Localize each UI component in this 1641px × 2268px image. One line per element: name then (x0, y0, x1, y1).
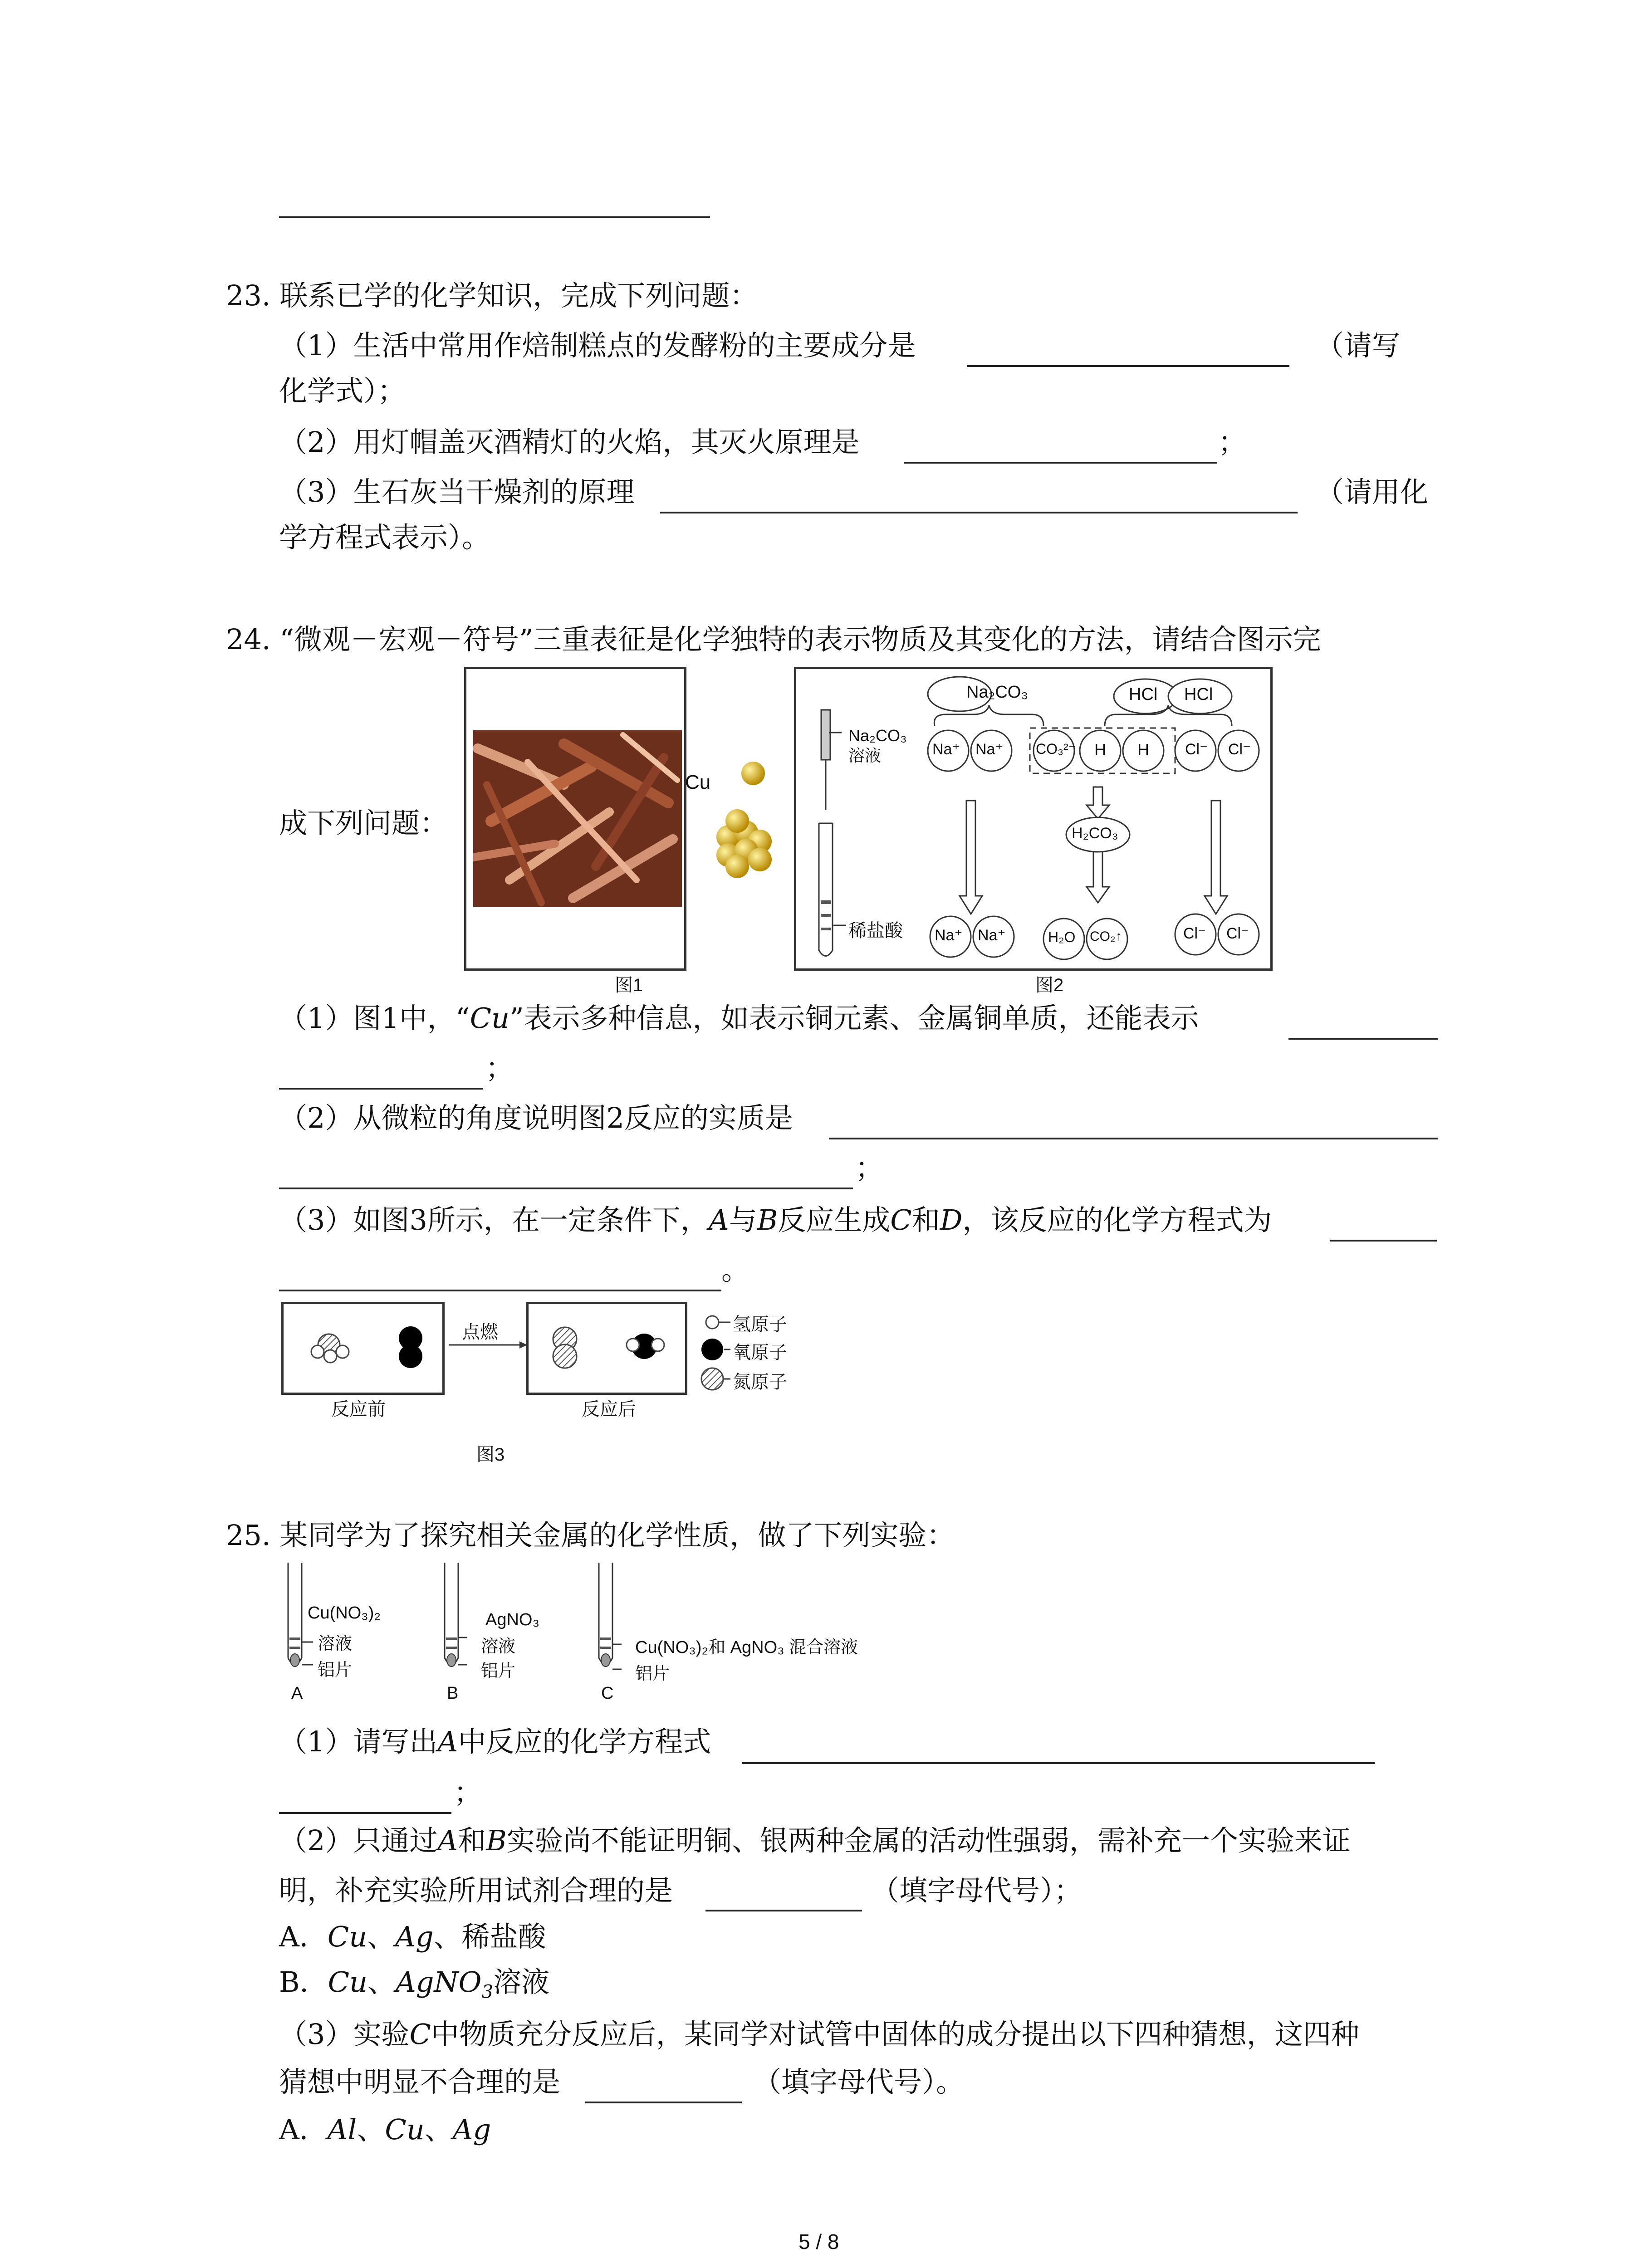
fig3-arrow-label: 点燃 (462, 1322, 498, 1342)
question-24-title: 24. “微观－宏观－符号”三重表征是化学独特的表示物质及其变化的方法，请结合图示完 (226, 623, 1321, 656)
q23-blank-1[interactable] (967, 365, 1289, 367)
copper-photo (473, 730, 682, 907)
q25-blank-1a[interactable] (742, 1762, 1375, 1764)
fig2-bottom-2: Na⁺ (978, 927, 1006, 944)
tube-b-metal: 铝片 (481, 1662, 516, 1681)
q25-part2-cont: 明，补充实验所用试剂合理的是 (279, 1874, 673, 1907)
tube-a-solution: Cu(NO₃)₂ (308, 1603, 381, 1623)
q25-part1: （1）请写出A中反应的化学方程式 (279, 1725, 711, 1758)
tube-a-metal: 铝片 (318, 1661, 353, 1680)
fig2-dropper-label: Na₂CO₃ 溶液 (848, 726, 907, 765)
fig2-h2co3: H₂CO₃ (1072, 825, 1118, 842)
q23-part1-cont: 化学式）； (279, 374, 406, 407)
figure-2-caption: 图2 (1035, 975, 1064, 995)
q25-blank-1b[interactable] (279, 1812, 451, 1814)
fig2-ion-2: Na⁺ (975, 741, 1004, 758)
q25-part2-hint: （填字母代号）； (871, 1874, 1083, 1907)
q25-option-a2: A．Al、Cu、Ag (279, 2113, 491, 2146)
fig2-ion-7: Cl⁻ (1228, 741, 1251, 758)
fig2-ion-5: H (1137, 740, 1149, 759)
q23-blank-3[interactable] (660, 512, 1298, 513)
q25-part2: （2）只通过A和B实验尚不能证明铜、银两种金属的活动性强弱，需补充一个实验来证 (279, 1824, 1351, 1857)
fig2-bottom-3: H₂O (1048, 929, 1076, 945)
q23-part3: （3）生石灰当干燥剂的原理 (279, 475, 635, 508)
q25-part3-cont: 猜想中明显不合理的是 (279, 2065, 561, 2098)
figure-1-caption: 图1 (615, 975, 643, 995)
fig2-bottom-4: CO₂↑ (1090, 929, 1122, 944)
q24-blank-2a[interactable] (829, 1138, 1438, 1139)
q24-blank-3b[interactable] (279, 1290, 721, 1291)
q24-part1-end: ； (485, 1051, 514, 1085)
q24-part3-end: 。 (721, 1253, 750, 1286)
q24-part2-end: ； (855, 1151, 884, 1184)
page-number: 5 / 8 (798, 2230, 839, 2253)
fig3-caption: 图3 (476, 1445, 505, 1465)
fig2-hcl-2: HCl (1184, 685, 1213, 704)
q25-option-a: A．Cu、Ag、稀盐酸 (279, 1920, 546, 1953)
fig2-bottom-5: Cl⁻ (1183, 925, 1206, 942)
tube-c-solution: Cu(NO₃)₂和 AgNO₃ 混合溶液 (635, 1638, 858, 1657)
q23-part3-hint: （请用化 (1316, 475, 1429, 508)
q24-part2: （2）从微粒的角度说明图2反应的实质是 (279, 1101, 793, 1134)
legend-hydrogen: 氢原子 (733, 1315, 787, 1334)
fig2-bottom-1: Na⁺ (935, 927, 963, 944)
q24-blank-1a[interactable] (1288, 1038, 1438, 1040)
fig2-ion-4: H (1094, 740, 1106, 759)
fig2-ion-1: Na⁺ (932, 741, 960, 758)
fig3-before-label: 反应前 (331, 1399, 386, 1419)
tube-c-metal: 铝片 (635, 1664, 670, 1683)
answer-blank[interactable] (279, 216, 710, 218)
legend-oxygen: 氧原子 (733, 1343, 787, 1363)
fig2-na2co3-formula: Na₂CO₃ (966, 683, 1028, 702)
fig2-tube-label: 稀盐酸 (848, 921, 903, 941)
q25-part1-end: ； (454, 1776, 482, 1809)
q23-part1: （1）生活中常用作焙制糕点的发酵粉的主要成分是 (279, 329, 916, 362)
copper-atom-model (708, 753, 776, 885)
fig2-ion-3: CO₃²⁻ (1036, 741, 1076, 757)
q23-part2-end: ； (1218, 425, 1247, 459)
q25-blank-2[interactable] (705, 1910, 862, 1911)
fig2-ion-6: Cl⁻ (1185, 741, 1208, 758)
q23-part1-hint: （请写 (1316, 329, 1401, 362)
q23-blank-2[interactable] (904, 462, 1217, 464)
tube-c-tag: C (601, 1684, 614, 1703)
q25-blank-3[interactable] (585, 2102, 742, 2103)
q23-part3-cont: 学方程式表示）。 (279, 521, 490, 554)
q25-option-b: B．Cu、AgNO$_3$溶液 (279, 1965, 549, 2003)
figure-1 (464, 667, 686, 971)
q24-part3: （3）如图3所示，在一定条件下，A与B反应生成C和D，该反应的化学方程式为 (279, 1203, 1272, 1237)
tube-b-solution-2: 溶液 (481, 1637, 516, 1656)
fig3-after-label: 反应后 (582, 1399, 636, 1419)
fig2-hcl-1: HCl (1129, 685, 1158, 704)
q24-blank-1b[interactable] (279, 1088, 483, 1090)
q25-part3-hint: （填字母代号）。 (753, 2065, 965, 2098)
tube-a-tag: A (291, 1684, 303, 1703)
figure-1-cu-label: Cu (685, 771, 711, 793)
tube-a-solution-2: 溶液 (318, 1634, 353, 1653)
q24-blank-3a[interactable] (1330, 1240, 1437, 1242)
q23-part2: （2）用灯帽盖灭酒精灯的火焰，其灭火原理是 (279, 425, 860, 459)
q25-part3: （3）实验C中物质充分反应后，某同学对试管中固体的成分提出以下四种猜想，这四种 (279, 2018, 1359, 2051)
question-24-title-cont: 成下列问题： (279, 807, 448, 840)
q24-part1: （1）图1中，“Cu”表示多种信息，如表示铜元素、金属铜单质，还能表示 (279, 1002, 1199, 1035)
fig2-bottom-6: Cl⁻ (1226, 925, 1249, 942)
tube-b-tag: B (447, 1684, 459, 1703)
legend-nitrogen: 氮原子 (733, 1372, 787, 1392)
question-23-title: 23. 联系已学的化学知识，完成下列问题： (226, 279, 758, 312)
question-25-title: 25. 某同学为了探究相关金属的化学性质，做了下列实验： (226, 1519, 955, 1552)
q24-blank-2b[interactable] (279, 1188, 853, 1189)
tube-b-solution: AgNO₃ (485, 1610, 539, 1629)
